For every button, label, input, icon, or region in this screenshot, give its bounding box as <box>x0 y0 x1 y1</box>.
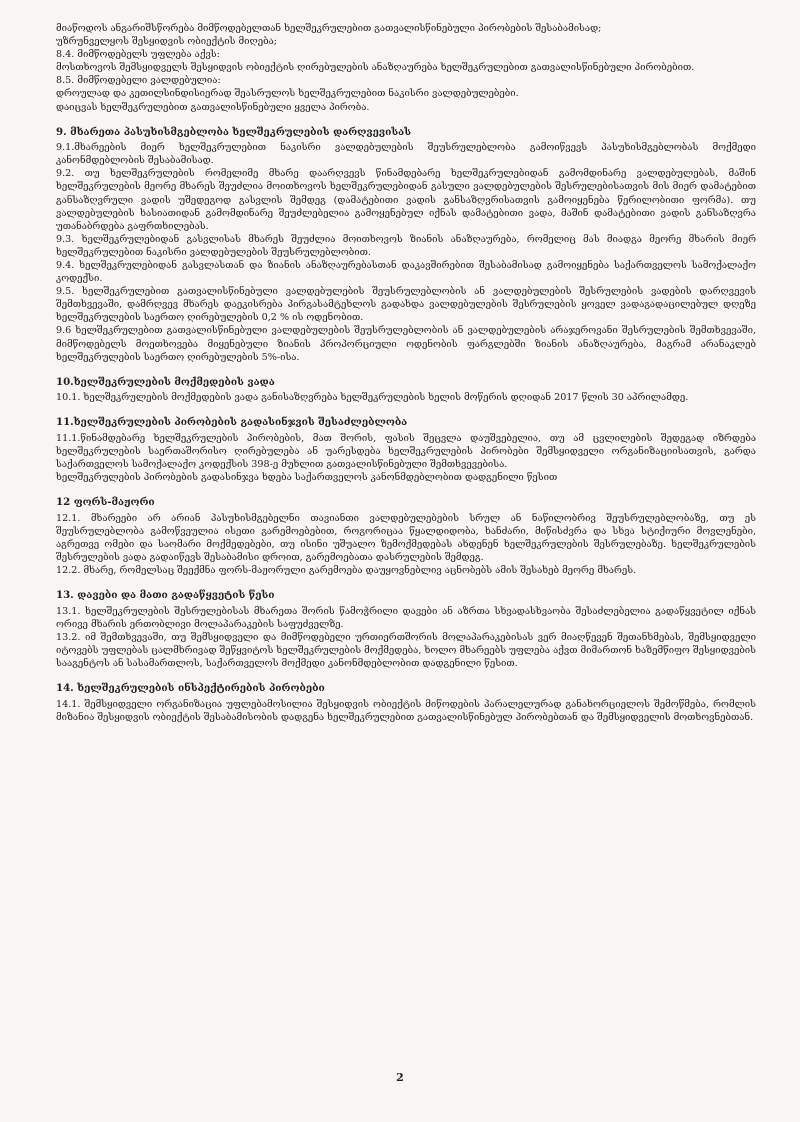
paragraph: 9.4. ხელშეკრულებიდან გასვლასთან და ზიანის ანაზღაურებასთან დაკავშირებით შესაბამისად გამოიყენება საქართველოს სამოქალაქო კოდექსი. <box>56 260 756 285</box>
paragraph: მიაწოდოს ანგარიშსწორება მიმწოდებელთან ხელშეკრულებით გათვალისწინებული პირობების შესაბამისად; <box>56 23 602 34</box>
paragraph: ხელშეკრულების პირობების გადასინჯვა ხდება საქართველოს კანონმდებლობით დადგენილი წესით <box>56 472 558 484</box>
paragraph: 9.3. ხელშეკრულებიდან გასვლისას მხარეს შეუძლია მოითხოვოს ზიანის ანაზღაურება, რომელიც მას მიადგა მეორე მხარის მიერ ხელშეკრულებით ნაკისრი ვალდებულების შეუსრულებლობით. <box>56 233 756 258</box>
section-11 <box>56 416 756 484</box>
section-10 <box>56 376 756 405</box>
paragraph: უზრუნველყოს შესყიდვის ობიექტის მიღება; <box>56 36 278 48</box>
paragraph: 9.2. თუ ხელშეკრულების რომელიმე მხარე დაარღვევს წინამდებარე ხელშეკრულებიდან გამომდინარე ვალდებულებას, მაშინ ხელშეკრულების მეორე მხარეს შეუძლია მოითხოვოს ხელშეკრულებიდან გასული ვალდებულების შესრულებისათვის მის მიერ დამატებით განსაზღვრული ვადის უშედეგოდ გასვლის შემდეგ (დამატებითი ვადის განსაზღვრისათვის გამოიყენება წერილობითი ფორმა). თუ ვალდებულების ხასიათიდან გამომდინარე შეუძლებელია გამოყენებულ იქნას დამატებითი ვადა, მაშინ დამატებითი ვადის განსაზღვრა უთანაბრდება გაფრთხილებას. <box>56 168 756 232</box>
section-12 <box>56 496 756 577</box>
paragraph: 13.2. იმ შემთხვევაში, თუ შემსყიდველი და მიმწოდებელი ურთიერთშორის მოლაპარაკებისას ვერ მიაღწევენ შეთანხმებას, შემსყიდველი იტოვებს უფლებას ცალმხრივად შეწყვიტოს ხელშეკრულების მოქმედება, ხოლო მხარეებს უფლება აქვთ მიმართონ ხაზემწიფო შესყიდვების სააგენტოს ან სასამართლოს, საქართველოს მოქმედი კანონმდებლობით დადგენილი წესით. <box>56 631 756 670</box>
paragraph: 9.6 ხელშეკრულებით გათვალისწინებული ვალდებულების შეუსრულებლობის ან ვალდებულების არაჯეროვანი შესრულების შემთხვევაში, მიმწოდებელს მოეთხოვება მიყენებული ზიანის პროპორციული ოდენობის ფარგლებში ზიანის ანაზღაურება, მაგრამ არანაკლებ ხელშეკრულების საერთო ღირებულების 5%-ისა. <box>56 325 756 363</box>
paragraph: მოსთხოვოს შემსყიდველს შესყიდვის ობიექტის ღირებულების ანაზღაურება ხელშეკრულებით გათვალისწინებული პირობებით. <box>56 62 695 74</box>
section-9 <box>56 126 756 364</box>
paragraph: 12.1. მხარეები არ არიან პასუხისმგებელნი თავიანთი ვალდებულებების სრულ ან ნაწილობრივ შეუსრულებლობაზე, თუ ეს შეუსრულებლობა გამოწვეულია ისეთი გარემოებებით, როგორიცაა წყალდიდობა, ხანძარი, მიწისძვრა და სხვა სტიქიური მოვლენები, აგრეთვე ომები და საომარი მოქმედებები, თუ ისინი უშუალო ზემოქმედებას ახდენენ ხელშეკრულების შესრულებაზე. ხელშეკრულების შესრულების ვადა გადაიწევს შესაბამისი დროით, გარემოებათა დასრულების შემდეგ. <box>56 512 756 563</box>
paragraph: 12.2. მხარე, რომელსაც შეექმნა ფორს-მაჟორული გარემოება დაუყოვნებლივ აცნობებს ამის შესახებ მეორე მხარეს. <box>56 565 637 577</box>
paragraph: დაიცვას ხელშეკრულებით გათვალისწინებული ყველა პირობა. <box>56 101 370 113</box>
paragraph: დროულად და კეთილსინდისიერად შეასრულოს ხელშეკრულებით ნაკისრი ვალდებულებები. <box>56 88 519 100</box>
section-heading: 14. ხელშეკრულების ინსპექტირების პირობები <box>56 682 325 695</box>
section-heading: 9. მხარეთა პასუხისმგებლობა ხელშეკრულების დარღვევისას <box>56 125 412 138</box>
section-heading: 11.ხელშეკრულების პირობების გადასინჯვის შესაძლებლობა <box>56 416 408 429</box>
section-heading: 13. დავები და მათი გადაწყვეტის წესი <box>56 589 275 602</box>
section-13 <box>56 589 756 670</box>
paragraph: 11.1.წინამდებარე ხელშეკრულების პირობების, მათ შორის, ფასის შეცვლა დაუშვებელია, თუ ამ ცვლილების შედეგად იზრდება ხელშეკრულების საერთაშორისო ღირებულება ან უარესდება ხელშეკრულების პირობები შემსყიდველი ორგანიზაციისათვის, გარდა საქართველოს სამოქალაქო კოდექსის 398-ე მუხლით გათვალისწინებული შემთხვევებისა. <box>56 432 756 471</box>
top-block <box>56 22 756 114</box>
paragraph: 10.1. ხელშეკრულების მოქმედების ვადა განისაზღვრება ხელშეკრულების ხელის მოწერის დღიდან 2017 წლის 30 აპრილამდე. <box>56 392 689 404</box>
page-number: 2 <box>396 1071 404 1084</box>
section-heading: 10.ხელშეკრულების მოქმედების ვადა <box>56 375 275 388</box>
paragraph: 9.5. ხელშეკრულებით გათვალისწინებული ვალდებულების შეუსრულებლობის ან ვალდებულების შესრულების ვადების დარღვევის შემთხვევაში, დამრღვევ მხარეს დაეკისრება პირგასამტეხლოს გადახდა ვალდებულების შესრულების ყოველ ვადაგადაცილებულ დღეზე ხელშეკრულების საერთო ღირებულების 0,2 % ის ოდენობით. <box>56 286 756 324</box>
paragraph: 8.4. მიმწოდებელს უფლება აქვს: <box>56 49 220 61</box>
paragraph: 9.1.მხარეების მიერ ხელშეკრულებით ნაკისრი ვალდებულების შეუსრულებლობა გამოიწვევს პასუხისმგებლობას მოქმედი კანონმდებლობის შესაბამისად. <box>56 142 756 167</box>
paragraph: 14.1. შემსყიდველი ორგანიზაცია უფლებამოსილია შესყიდვის ობიექტის მიწოდების პარალელურად განახორციელოს შემოწმება, რომლის მიზანია შესყიდვის ობიექტის შესაბამისობის დადგენა ხელშეკრულებით გათვალისწინებულ პირობებთან და შემსყიდველის მოთხოვნებთან. <box>56 698 756 723</box>
section-heading: 12 ფორს-მაჟორი <box>56 496 155 509</box>
section-14 <box>56 682 756 724</box>
paragraph: 13.1. ხელშეკრულების შესრულებისას მხარეთა შორის წამოჭრილი დავები ან აზრთა სხვადასხვაობა შესაძლებელია გადაწყვეტილ იქნას ორივე მხარის ერთობლივი მოლაპარაკების საფუძველზე. <box>56 605 756 630</box>
paragraph: 8.5. მიმწოდებელი ვალდებულია: <box>56 75 221 87</box>
